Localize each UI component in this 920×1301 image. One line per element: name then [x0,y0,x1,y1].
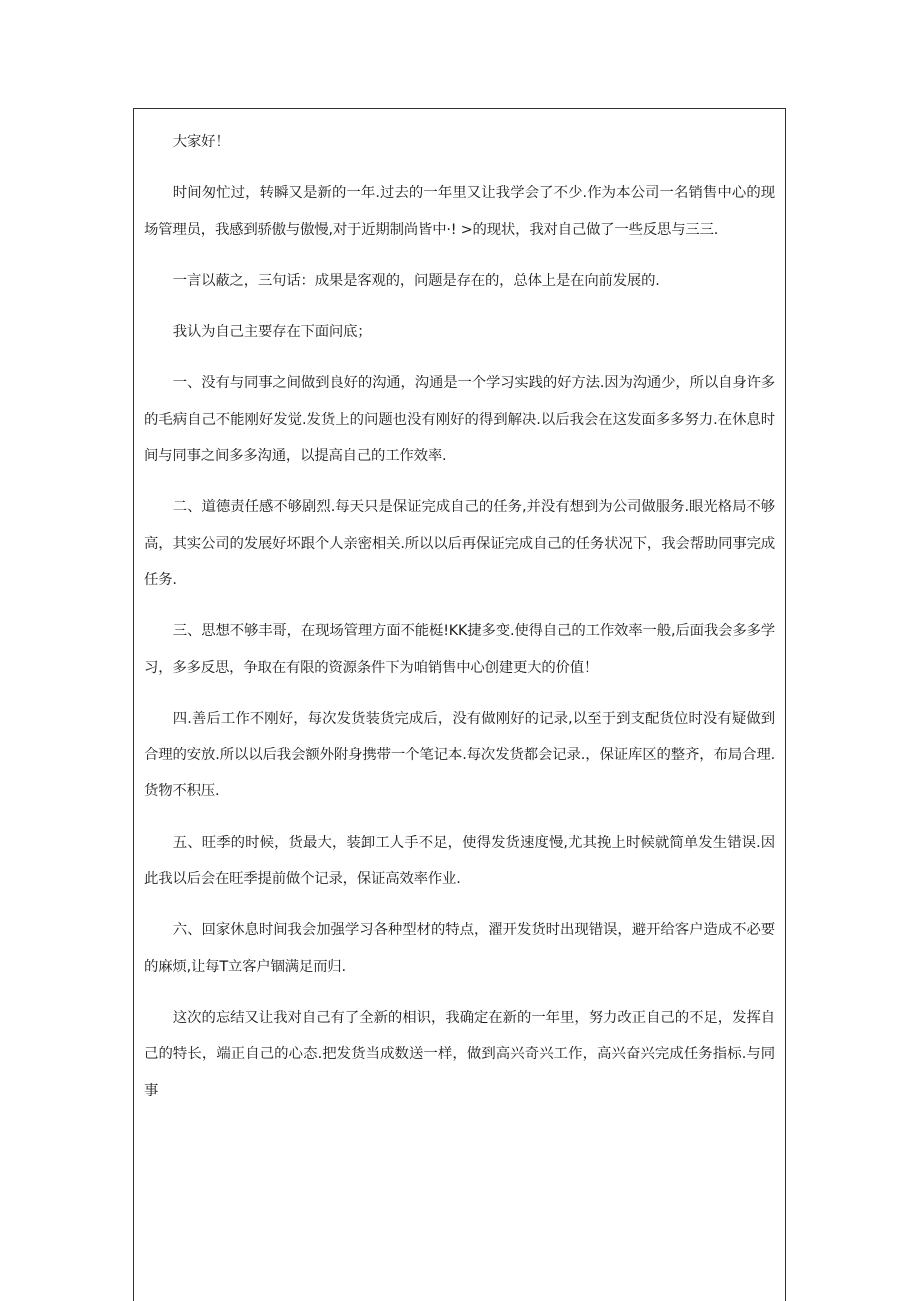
document-body [134,109,785,1109]
paragraph-summary: 一言以蔽之，三句话：成果是客观的，问题是存在的，总体上是在向前发展的. [172,272,660,289]
paragraph-intro: 时间匆忙过，转瞬又是新的一年.过去的一年里又让我学会了不少.作为本公司一名销售中心的现场管理员，我感到骄傲与傲慢,对于近期制尚皆中·! >的现状，我对自己做了一些反思与三三. [144,185,775,238]
document-frame [133,108,786,1301]
greeting: 大家好！ [172,134,230,150]
paragraph-item-6: 六、回家休息时间我会加强学习各种型材的特点，濯开发货时出现错误，避开给客户造成不必要的麻烦,让每T立客户锢满足而归. [144,922,775,975]
paragraph-item-2: 二、道德责任感不够剧烈.每天只是保证完成自己的任务,并没有想到为公司做服务.眼光格局不够高，其实公司的发展好坏跟个人亲密相关.所以以后再保证完成自己的任务状况下，我会帮助同事完成任务. [144,499,775,588]
paragraph-item-1: 一、没有与同事之间做到良好的沟通，沟通是一个学习实践的好方法.因为沟通少，所以自身许多的毛病自己不能刚好发觉.发货上的问题也没有刚好的得到解决.以后我会在这发面多多努力.在休息时间与同事之间多多沟通，以提高自己的工作效率. [144,375,775,465]
paragraph-item-5: 五、旺季的时候，货最大，装卸工人手不足，使得发货速度慢,尤其挽上时候就简单发生错误.因此我以后会在旺季提前做个记录，保证高效率作业. [144,834,775,888]
paragraph-conclusion: 这次的忘结又让我对自己有了全新的相识，我确定在新的一年里，努力改正自己的不足，发挥自己的特长，端正自己的心态.把发货当成数送一样，做到高兴奇兴工作，高兴奋兴完成任务指标.与同事 [144,1009,775,1099]
paragraph-problems-heading: 我认为自己主要存在下面问底； [172,324,372,341]
paragraph-item-4: 四.善后工作不刚好，每次发货装货完成后，没有做刚好的记录,以至于到支配货位时没有疑做到合理的安放.所以以后我会额外附身携带一个笔记本.每次发货都会记录.，保证库区的整齐，布局合理.货物不积压. [144,710,775,800]
paragraph-item-3: 三、思想不够丰哥，在现场管理方面不能梃!KK捷多变.使得自己的工作效率一般,后面我会多多学习，多多反思，争取在有限的资源条件下为咱销售中心创建更大的价值！ [144,623,775,676]
